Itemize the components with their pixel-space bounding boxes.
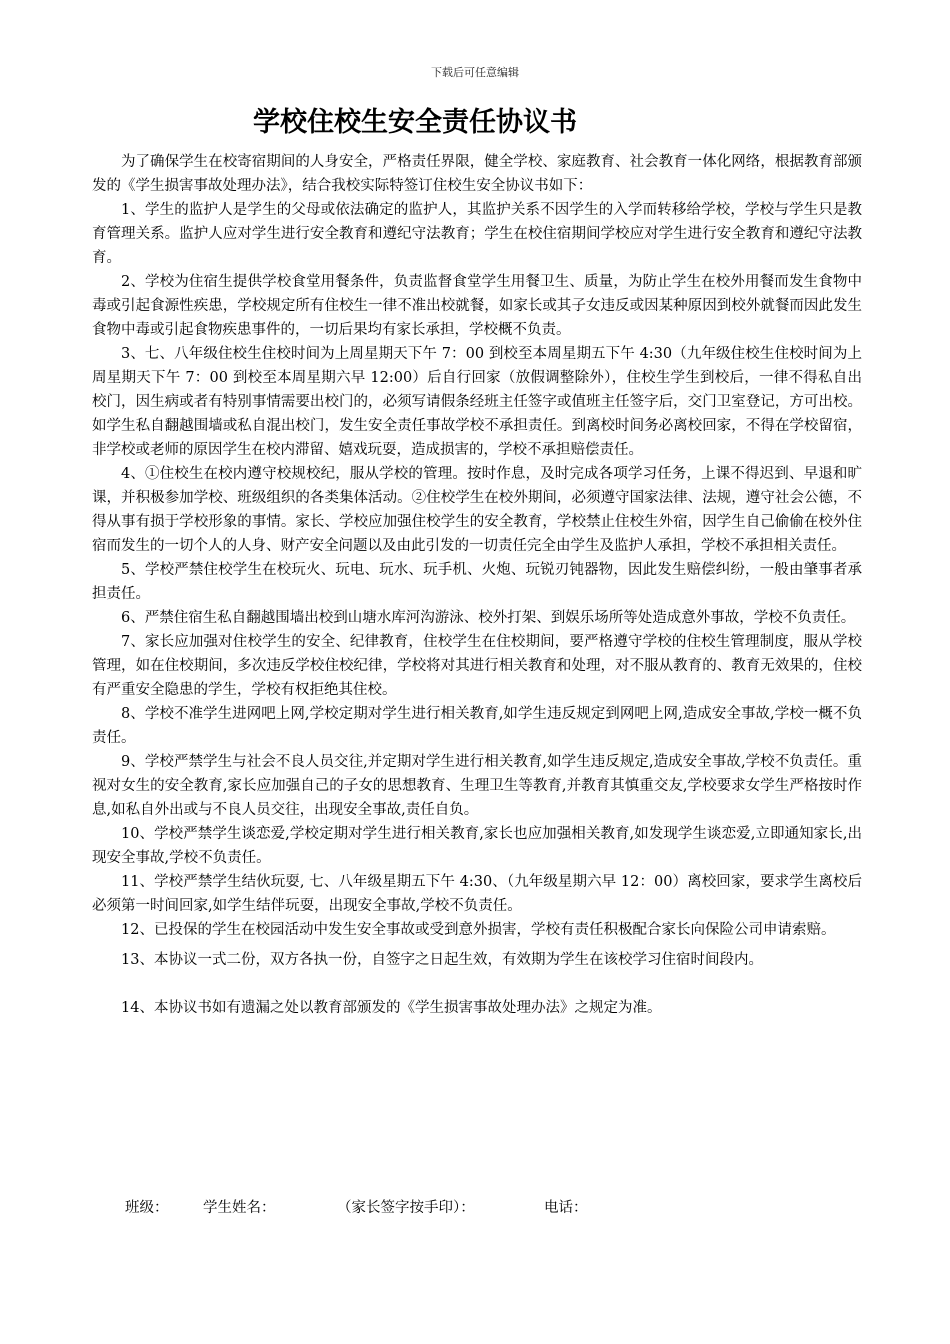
clause-7: 7、家长应加强对住校学生的安全、纪律教育，住校学生在住校期间，要严格遵守学校的住校生管理制度，服从学校管理，如在住校期间，多次违反学校住校纪律，学校将对其进行相关教育和处理，对不服从教育的、教育无效果的，住校有严重安全隐患的学生，学校有权拒绝其住校。: [92, 634, 862, 698]
clause-1: 1、学生的监护人是学生的父母或依法确定的监护人，其监护关系不因学生的入学而转移给学校，学校与学生只是教育管理关系。监护人应对学生进行安全教育和遵纪守法教育；学生在校住宿期间学校应对学生进行安全教育和遵纪守法教育。: [92, 202, 862, 266]
document-title: 学校住校生安全责任协议书: [253, 107, 577, 138]
clause-9: 9、学校严禁学生与社会不良人员交往,并定期对学生进行相关教育,如学生违反规定,造成安全事故,学校不负责任。重视对女生的安全教育,家长应加强自己的子女的思想教育、生理卫生等教育,并教育其慎重交友,学校要求女学生严格按时作息,如私自外出或与不良人员交往，出现安全事故,责任自负。: [92, 754, 862, 818]
clause-3: 3、七、八年级住校生住校时间为上周星期天下午 7：00 到校至本周星期五下午 4:30（九年级住校生住校时间为上周星期天下午 7：00 到校至本周星期六早 12:00）后自行回家（放假调整除外），住校生学生到校后，一律不得私自出校门，因生病或者有特别事情需要出校门的，必须写请假条经班主任签字或值班主任签字后，交门卫室登记，方可出校。如学生私自翻越围墙或私自混出校门，发生安全责任事故学校不承担责任。到离校时间务必离校回家，不得在学校留宿，非学校或老师的原因学生在校内滞留、嬉戏玩耍，造成损害的，学校不承担赔偿责任。: [92, 346, 862, 458]
clause-8: 8、学校不准学生进网吧上网,学校定期对学生进行相关教育,如学生违反规定到网吧上网,造成安全事故,学校一概不负责任。: [92, 706, 862, 746]
signature-line: [125, 1196, 865, 1220]
header-note: 下载后可任意编辑: [431, 66, 519, 79]
document-body: [92, 150, 862, 1020]
clause-11: 11、学校严禁学生结伙玩耍, 七、八年级星期五下午 4:30、（九年级星期六早 12：00）离校回家，要求学生离校后必须第一时间回家,如学生结伴玩耍，出现安全事故,学校不负责任。: [92, 874, 862, 914]
clause-2: 2、学校为住宿生提供学校食堂用餐条件，负责监督食堂学生用餐卫生、质量，为防止学生在校外用餐而发生食物中毒或引起食源性疾患，学校规定所有住校生一律不准出校就餐，如家长或其子女违反或因某种原因到校外就餐而因此发生食物中毒或引起食物疾患事件的，一切后果均有家长承担，学校概不负责。: [92, 274, 862, 338]
clause-4: 4、①住校生在校内遵守校规校纪，服从学校的管理。按时作息，及时完成各项学习任务，上课不得迟到、早退和旷课，并积极参加学校、班级组织的各类集体活动。②住校学生在校外期间，必须遵守国家法律、法规，遵守社会公德，不得从事有损于学校形象的事情。家长、学校应加强住校学生的安全教育，学校禁止住校生外宿，因学生自己偷偷在校外住宿而发生的一切个人的人身、财产安全问题以及由此引发的一切责任完全由学生及监护人承担，学校不承担相关责任。: [92, 466, 862, 554]
intro-paragraph: 为了确保学生在校寄宿期间的人身安全，严格责任界限，健全学校、家庭教育、社会教育一体化网络，根据教育部颁发的《学生损害事故处理办法》，结合我校实际特签订住校生安全协议书如下：: [92, 154, 862, 194]
phone-label: 电话：: [544, 1200, 588, 1216]
class-label: 班级：: [125, 1200, 169, 1216]
clause-6: 6、严禁住宿生私自翻越围墙出校到山塘水库河沟游泳、校外打架、到娱乐场所等处造成意外事故，学校不负责任。: [121, 610, 856, 626]
clause-13: 13、本协议一式二份，双方各执一份，自签字之日起生效，有效期为学生在该校学习住宿时间段内。: [121, 952, 763, 968]
parent-signature-label: （家长签字按手印）：: [337, 1200, 475, 1216]
clause-12: 12、已投保的学生在校园活动中发生安全事故或受到意外损害，学校有责任积极配合家长向保险公司申请索赔。: [121, 922, 836, 938]
clause-10: 10、学校严禁学生谈恋爱,学校定期对学生进行相关教育,家长也应加强相关教育,如发现学生谈恋爱,立即通知家长,出现安全事故,学校不负责任。: [92, 826, 862, 866]
student-name-label: 学生姓名：: [203, 1200, 276, 1216]
clause-5: 5、学校严禁住校学生在校玩火、玩电、玩水、玩手机、火炮、玩锐刃钝器物，因此发生赔偿纠纷，一般由肇事者承担责任。: [92, 562, 862, 602]
clause-14: 14、本协议书如有遗漏之处以教育部颁发的《学生损害事故处理办法》之规定为准。: [121, 1000, 662, 1016]
